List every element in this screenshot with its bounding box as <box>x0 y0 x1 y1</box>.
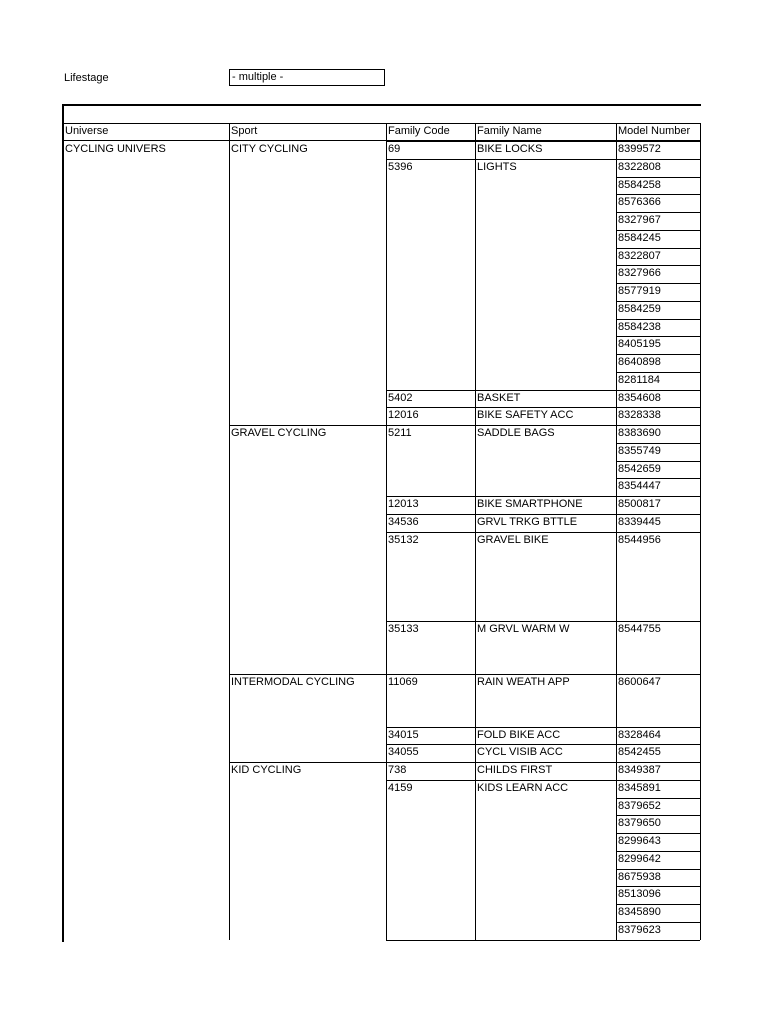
column-header: Family Name <box>477 125 542 137</box>
row-line-family <box>386 425 616 426</box>
table-cell-model: 8584259 <box>618 302 661 315</box>
table-cell-code: 69 <box>388 143 401 155</box>
table-cell-model: 8299642 <box>618 852 661 865</box>
table-cell-model: 8513096 <box>618 888 661 901</box>
row-line-model <box>616 301 700 302</box>
table-cell-model: 8584238 <box>618 320 661 333</box>
filter-label: Lifestage <box>64 72 109 84</box>
table-cell-model: 8383690 <box>618 427 661 439</box>
table-cell-sport: GRAVEL CYCLING <box>231 427 327 439</box>
table-cell-code: 12013 <box>388 498 419 510</box>
table-cell-name: FOLD BIKE ACC <box>477 728 561 741</box>
table-cell-code: 35133 <box>388 622 419 635</box>
table-cell-model: 8345891 <box>618 781 661 794</box>
row-line-family <box>386 762 616 763</box>
table-cell-model: 8379623 <box>618 923 661 936</box>
row-line-model <box>616 478 700 479</box>
body-col-divider <box>229 141 230 940</box>
table-cell-model: 8544755 <box>618 622 661 635</box>
header-col-divider <box>386 123 387 141</box>
table-cell-name: BASKET <box>477 391 521 404</box>
row-line-model <box>616 230 700 231</box>
table-cell-model: 8675938 <box>618 870 661 883</box>
row-line-model <box>616 461 700 462</box>
row-line-family <box>386 407 616 408</box>
row-line-family <box>386 159 616 160</box>
row-line-sport <box>229 425 386 426</box>
row-line-family <box>386 141 616 142</box>
table-cell-code: 34015 <box>388 728 419 741</box>
row-line-family <box>386 674 616 675</box>
table-cell-model: 8399572 <box>618 143 661 155</box>
table-cell-code: 5402 <box>388 391 413 404</box>
row-line-model <box>616 886 700 887</box>
table-top-border <box>62 104 701 106</box>
table-cell-sport: KID CYCLING <box>231 764 302 776</box>
row-line-family <box>386 780 616 781</box>
body-col-divider <box>700 141 701 940</box>
row-line-model <box>616 744 700 745</box>
table-cell-code: 4159 <box>388 781 413 794</box>
table-cell-name: BIKE SAFETY ACC <box>477 409 574 422</box>
table-cell-model: 8542659 <box>618 462 661 475</box>
column-header: Family Code <box>388 125 450 137</box>
table-bottom-line <box>386 940 700 941</box>
table-cell-model: 8405195 <box>618 338 661 351</box>
row-line-model <box>616 621 700 622</box>
row-line-model <box>616 390 700 391</box>
table-cell-name: KIDS LEARN ACC <box>477 781 569 794</box>
row-line-model <box>616 674 700 675</box>
table-cell-code: 738 <box>388 764 407 776</box>
row-line-model <box>616 425 700 426</box>
table-cell-model: 8576366 <box>618 196 661 209</box>
row-line-family <box>386 727 616 728</box>
row-line-model <box>616 372 700 373</box>
row-line-model <box>616 354 700 355</box>
table-cell-model: 8379652 <box>618 799 661 812</box>
row-line-family <box>386 390 616 391</box>
table-cell-universe: CYCLING UNIVERS <box>65 143 166 155</box>
row-line-model <box>616 815 700 816</box>
table-cell-model: 8584258 <box>618 178 661 191</box>
table-cell-name: CHILDS FIRST <box>477 764 553 776</box>
table-cell-model: 8584245 <box>618 231 661 244</box>
table-cell-model: 8542455 <box>618 746 661 759</box>
row-line-model <box>616 922 700 923</box>
body-col-divider <box>386 141 387 940</box>
table-cell-name: BIKE LOCKS <box>477 143 543 155</box>
table-cell-name: CYCL VISIB ACC <box>477 746 563 759</box>
row-line-model <box>616 319 700 320</box>
table-cell-model: 8345890 <box>618 906 661 918</box>
table-left-border <box>62 104 64 942</box>
table-cell-model: 8322807 <box>618 249 661 262</box>
body-col-divider <box>616 141 617 940</box>
header-col-divider <box>616 123 617 141</box>
row-line-model <box>616 514 700 515</box>
table-cell-code: 34055 <box>388 746 419 759</box>
row-line-model <box>616 212 700 213</box>
header-col-divider <box>475 123 476 141</box>
table-cell-name: SADDLE BAGS <box>477 427 555 439</box>
table-cell-code: 5211 <box>388 427 412 439</box>
table-cell-model: 8328338 <box>618 409 661 422</box>
table-cell-sport: INTERMODAL CYCLING <box>231 675 355 688</box>
row-line-model <box>616 798 700 799</box>
row-line-family <box>386 532 616 533</box>
row-line-model <box>616 496 700 497</box>
table-cell-code: 12016 <box>388 409 419 422</box>
table-cell-model: 8640898 <box>618 356 661 368</box>
body-col-divider <box>475 141 476 940</box>
row-line-model <box>616 851 700 852</box>
table-cell-name: LIGHTS <box>477 160 517 173</box>
table-cell-sport: CITY CYCLING <box>231 143 308 155</box>
table-cell-name: BIKE SMARTPHONE <box>477 498 583 510</box>
row-line-model <box>616 762 700 763</box>
table-cell-model: 8322808 <box>618 160 661 173</box>
row-line-model <box>616 141 700 142</box>
table-cell-name: GRAVEL BIKE <box>477 533 549 546</box>
table-cell-model: 8327966 <box>618 267 661 280</box>
row-line-model <box>616 869 700 870</box>
row-line-model <box>616 177 700 178</box>
table-cell-model: 8349387 <box>618 764 661 776</box>
table-cell-model: 8327967 <box>618 214 661 226</box>
row-line-model <box>616 443 700 444</box>
row-line-model <box>616 532 700 533</box>
table-cell-name: M GRVL WARM W <box>477 622 570 635</box>
table-cell-code: 35132 <box>388 533 419 546</box>
row-line-model <box>616 159 700 160</box>
row-line-model <box>616 833 700 834</box>
row-line-model <box>616 248 700 249</box>
table-cell-model: 8355749 <box>618 444 661 457</box>
table-cell-model: 8299643 <box>618 835 661 847</box>
table-cell-model: 8281184 <box>618 373 661 386</box>
row-line-family <box>386 621 616 622</box>
table-cell-model: 8354608 <box>618 391 661 404</box>
row-line-model <box>616 283 700 284</box>
table-cell-model: 8354447 <box>618 480 661 493</box>
table-cell-model: 8328464 <box>618 728 661 741</box>
row-line-model <box>616 727 700 728</box>
table-cell-model: 8500817 <box>618 498 661 510</box>
row-line-family <box>386 496 616 497</box>
column-header: Model Number <box>618 125 691 137</box>
table-cell-model: 8577919 <box>618 285 661 297</box>
table-cell-model: 8339445 <box>618 515 661 528</box>
column-header: Universe <box>65 125 109 137</box>
table-cell-name: RAIN WEATH APP <box>477 675 570 688</box>
row-line-family <box>386 744 616 745</box>
row-line-model <box>616 780 700 781</box>
row-line-family <box>386 514 616 515</box>
row-line-model <box>616 904 700 905</box>
header-col-divider <box>700 123 701 141</box>
row-line-model <box>616 407 700 408</box>
table-cell-code: 5396 <box>388 160 413 173</box>
row-line-sport <box>229 762 386 763</box>
row-line-model <box>616 265 700 266</box>
row-line-model <box>616 194 700 195</box>
header-col-divider <box>229 123 230 141</box>
table-cell-model: 8544956 <box>618 533 661 546</box>
row-line-model <box>616 336 700 337</box>
filter-value-field[interactable]: - multiple - <box>229 69 385 86</box>
table-cell-name: GRVL TRKG BTTLE <box>477 515 578 528</box>
table-cell-code: 34536 <box>388 515 419 528</box>
table-cell-code: 11069 <box>388 675 418 688</box>
header-top-line <box>63 123 700 124</box>
column-header: Sport <box>231 125 258 137</box>
table-cell-model: 8600647 <box>618 675 661 688</box>
table-cell-model: 8379650 <box>618 817 661 830</box>
row-line-sport <box>229 674 386 675</box>
